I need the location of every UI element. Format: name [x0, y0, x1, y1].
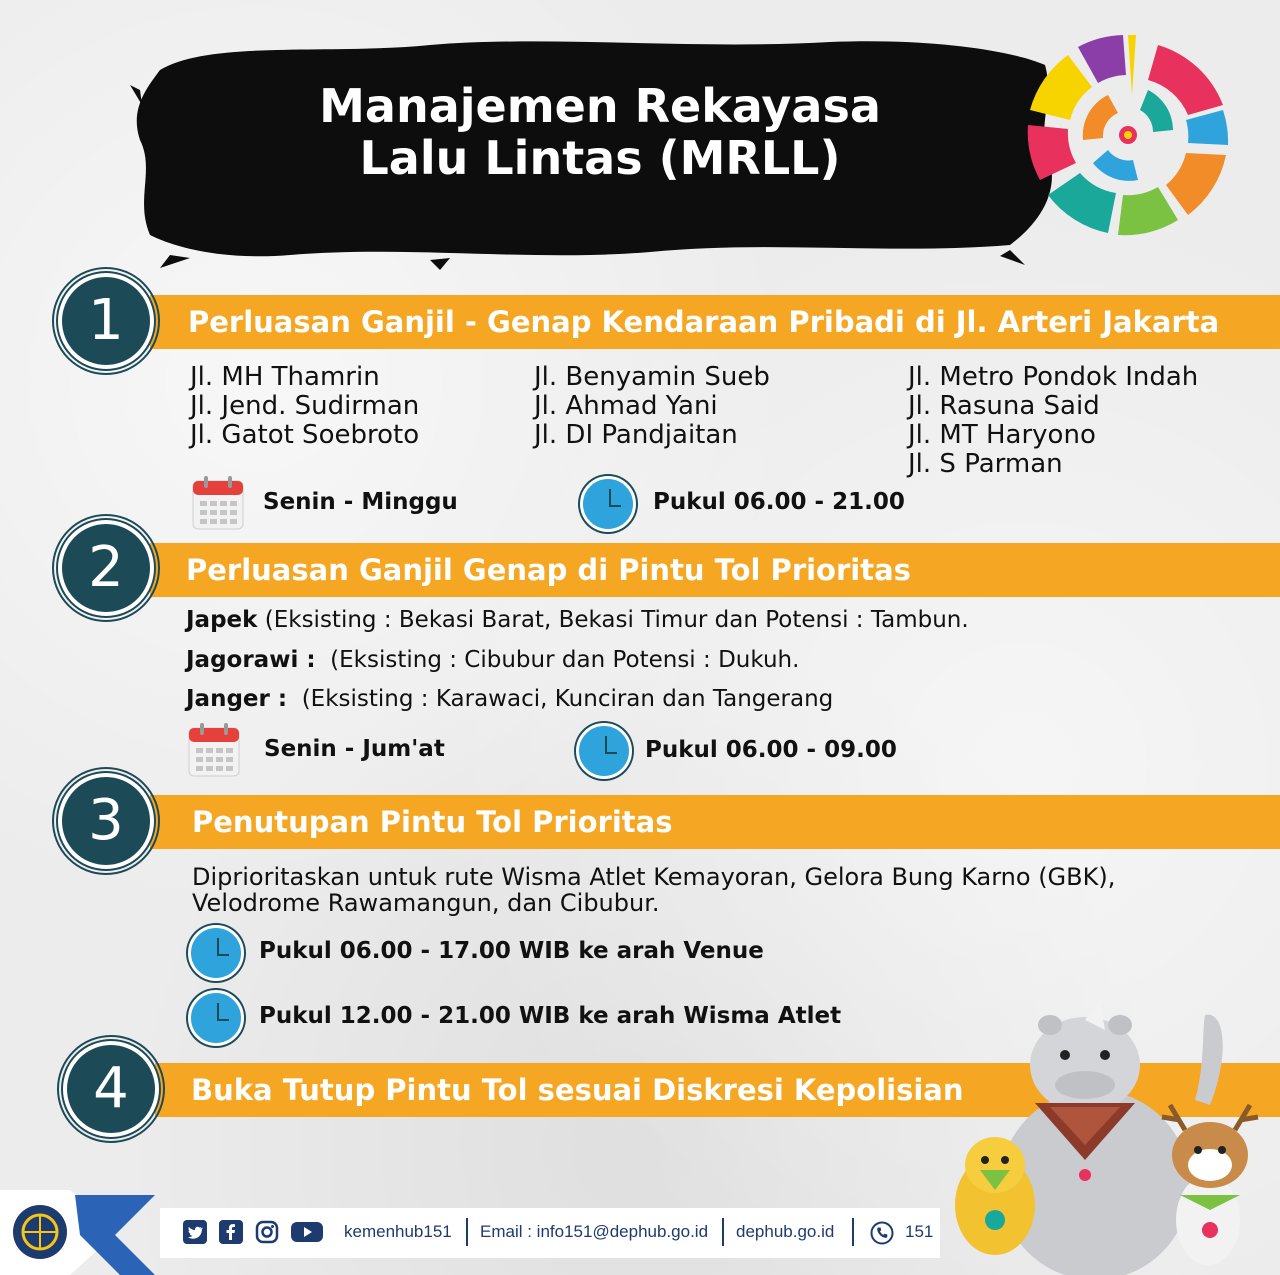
road-name: Jl. DI Pandjaitan — [534, 420, 738, 450]
clock-icon — [576, 723, 632, 779]
section-3-number: 3 — [58, 773, 154, 869]
kemenhub-logo — [10, 1202, 70, 1262]
toll-label: Janger : — [186, 686, 288, 712]
section-2-row — [186, 686, 833, 712]
toll-label: Jagorawi : — [186, 647, 316, 673]
toll-detail: (Eksisting : Karawaci, Kunciran dan Tangerang — [301, 686, 834, 712]
road-name: Jl. S Parman — [908, 449, 1063, 479]
twitter-icon[interactable] — [183, 1220, 207, 1244]
phone-icon — [870, 1221, 894, 1245]
facebook-icon[interactable] — [219, 1220, 243, 1244]
toll-detail: (Eksisting : Bekasi Barat, Bekasi Timur dan Potensi : Tambun. — [257, 607, 969, 633]
road-name: Jl. Metro Pondok Indah — [908, 362, 1199, 392]
calendar-icon — [192, 475, 244, 531]
section-3-schedule-wisma-atlet: Pukul 12.00 - 21.00 WIB ke arah Wisma Atlet — [259, 1003, 842, 1029]
section-2-days: Senin - Jum'at — [264, 736, 445, 762]
footer-divider — [852, 1218, 854, 1246]
clock-icon — [188, 925, 244, 981]
social-handle[interactable]: kemenhub151 — [344, 1222, 452, 1241]
section-2-row — [186, 647, 799, 673]
footer — [0, 1190, 1280, 1275]
road-name: Jl. Rasuna Said — [908, 391, 1100, 421]
title-line-1: Manajemen Rekayasa — [319, 79, 881, 133]
email-contact[interactable]: Email : info151@dephub.go.id — [480, 1222, 709, 1241]
road-name: Jl. MT Haryono — [908, 420, 1096, 450]
clock-icon — [188, 990, 244, 1046]
website-link[interactable]: dephub.go.id — [736, 1222, 835, 1241]
section-1-number: 1 — [58, 273, 154, 369]
road-name: Jl. MH Thamrin — [190, 362, 380, 392]
road-name: Jl. Jend. Sudirman — [190, 391, 420, 421]
section-2-title: Perluasan Ganjil Genap di Pintu Tol Prioritas — [186, 553, 911, 587]
section-4-title: Buka Tutup Pintu Tol sesuai Diskresi Kepolisian — [191, 1073, 964, 1107]
section-2-row — [186, 607, 969, 633]
asian-games-logo — [1010, 20, 1250, 250]
section-1-hours: Pukul 06.00 - 21.00 — [653, 489, 905, 515]
road-name: Jl. Gatot Soebroto — [190, 420, 420, 450]
section-3-description: Diprioritaskan untuk rute Wisma Atlet Kemayoran, Gelora Bung Karno (GBK), Velodrome Rawamangun, dan Cibubur. — [192, 863, 1116, 917]
instagram-icon[interactable] — [255, 1220, 279, 1244]
youtube-icon[interactable] — [291, 1220, 323, 1244]
calendar-icon — [188, 722, 240, 778]
section-3-schedule-venue: Pukul 06.00 - 17.00 WIB ke arah Venue — [259, 938, 764, 964]
section-3-title-bar — [150, 795, 1280, 849]
section-2-number: 2 — [58, 520, 154, 616]
section-1-roads-col3 — [908, 363, 1198, 479]
road-name: Jl. Ahmad Yani — [534, 391, 718, 421]
section-1-title: Perluasan Ganjil - Genap Kendaraan Pribadi di Jl. Arteri Jakarta — [188, 305, 1220, 339]
section-2-hours: Pukul 06.00 - 09.00 — [645, 737, 897, 763]
title-line-2: Lalu Lintas (MRLL) — [359, 131, 841, 185]
toll-label: Japek — [186, 607, 258, 633]
clock-icon — [580, 476, 636, 532]
section-1-roads-col2 — [534, 363, 770, 450]
section-2-title-bar — [150, 543, 1280, 597]
footer-divider — [722, 1218, 724, 1246]
section-3-title: Penutupan Pintu Tol Prioritas — [192, 805, 673, 839]
section-1-roads-col1 — [190, 363, 419, 450]
road-name: Jl. Benyamin Sueb — [534, 362, 770, 392]
section-4-number: 4 — [63, 1041, 159, 1137]
section-1-days: Senin - Minggu — [263, 489, 458, 515]
toll-detail: (Eksisting : Cibubur dan Potensi : Dukuh. — [330, 647, 800, 673]
section-1-title-bar — [150, 295, 1280, 349]
footer-divider — [466, 1218, 468, 1246]
page-title — [250, 80, 950, 184]
phone-number[interactable]: 151 — [905, 1222, 934, 1241]
